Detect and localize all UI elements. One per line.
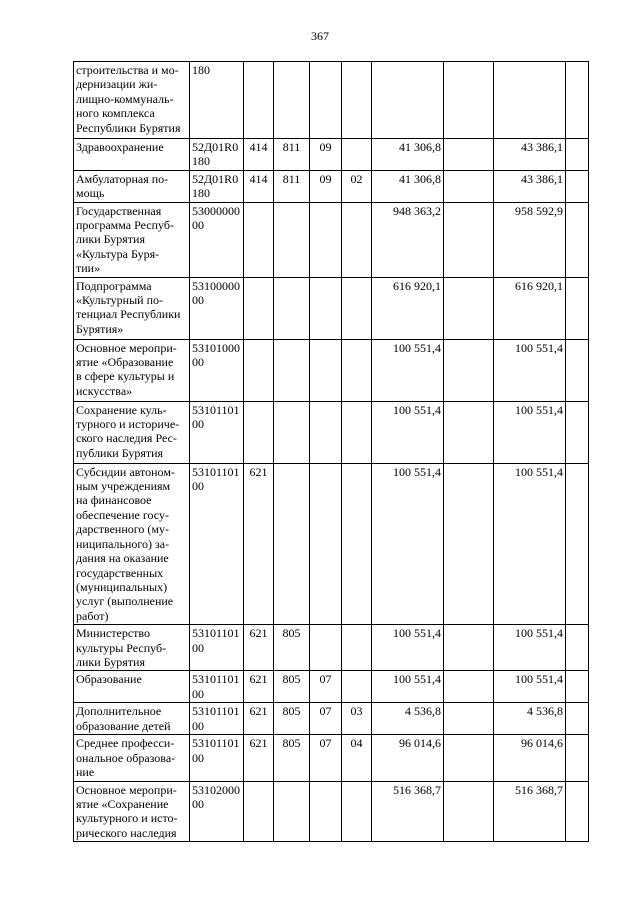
- row-code-cell: 53101101 00: [190, 703, 244, 735]
- row-code-cell: 53101101 00: [190, 463, 244, 624]
- row-code-cell: 53101101 00: [190, 735, 244, 781]
- row-vid-cell: 621: [244, 735, 274, 781]
- row-name-cell: Образование: [74, 671, 190, 703]
- row-pr-cell: [342, 202, 372, 277]
- row-pr-cell: [342, 139, 372, 171]
- row-vid-cell: 414: [244, 139, 274, 171]
- row-gr-cell: [274, 277, 310, 339]
- row-value-1-cell: 100 551,4: [372, 339, 444, 401]
- row-vid-cell: [244, 401, 274, 463]
- row-vid-cell: [244, 277, 274, 339]
- row-value-2-cell: 100 551,4: [494, 401, 566, 463]
- table-row: [74, 703, 589, 735]
- row-vid-cell: [244, 781, 274, 842]
- row-value-2-cell: [494, 62, 566, 139]
- row-rz-cell: [310, 339, 342, 401]
- row-rz-cell: 07: [310, 735, 342, 781]
- row-name-cell: Среднее професси- ональное образова- ние: [74, 735, 190, 781]
- row-value-2-cell: 100 551,4: [494, 625, 566, 671]
- row-pr-cell: 03: [342, 703, 372, 735]
- row-rz-cell: 07: [310, 671, 342, 703]
- table-row: [74, 339, 589, 401]
- row-code-cell: 52Д01R0 180: [190, 170, 244, 202]
- row-name-cell: Основное меропри- ятие «Образование в сфере культуры и искусства»: [74, 339, 190, 401]
- row-empty-cell: [566, 62, 589, 139]
- row-value-2-cell: 516 368,7: [494, 781, 566, 842]
- row-empty-cell: [444, 170, 494, 202]
- row-rz-cell: 09: [310, 170, 342, 202]
- row-empty-cell: [444, 671, 494, 703]
- row-vid-cell: 621: [244, 463, 274, 624]
- table-row: [74, 277, 589, 339]
- row-empty-cell: [444, 62, 494, 139]
- row-rz-cell: [310, 625, 342, 671]
- row-name-cell: строительства и мо- дернизации жи- лищно-коммуналь- ного комплекса Республики Бурятия: [74, 62, 190, 139]
- row-value-1-cell: 100 551,4: [372, 625, 444, 671]
- row-rz-cell: [310, 401, 342, 463]
- row-empty-cell: [444, 703, 494, 735]
- row-empty-cell: [566, 170, 589, 202]
- row-gr-cell: [274, 401, 310, 463]
- row-vid-cell: 621: [244, 671, 274, 703]
- row-gr-cell: [274, 202, 310, 277]
- row-rz-cell: [310, 277, 342, 339]
- budget-table: [73, 61, 589, 842]
- page-number: 367: [311, 29, 329, 43]
- row-value-1-cell: 4 536,8: [372, 703, 444, 735]
- row-empty-cell: [566, 703, 589, 735]
- row-empty-cell: [444, 401, 494, 463]
- row-code-cell: 53101101 00: [190, 671, 244, 703]
- row-gr-cell: [274, 62, 310, 139]
- row-empty-cell: [566, 671, 589, 703]
- row-empty-cell: [444, 735, 494, 781]
- row-value-1-cell: 948 363,2: [372, 202, 444, 277]
- row-code-cell: 53100000 00: [190, 277, 244, 339]
- row-value-2-cell: 616 920,1: [494, 277, 566, 339]
- row-gr-cell: [274, 781, 310, 842]
- table-row: [74, 62, 589, 139]
- row-vid-cell: 414: [244, 170, 274, 202]
- row-value-1-cell: 41 306,8: [372, 170, 444, 202]
- row-pr-cell: [342, 671, 372, 703]
- row-vid-cell: 621: [244, 703, 274, 735]
- row-pr-cell: [342, 781, 372, 842]
- row-pr-cell: [342, 625, 372, 671]
- row-code-cell: 52Д01R0 180: [190, 139, 244, 171]
- table-row: [74, 170, 589, 202]
- row-code-cell: 53102000 00: [190, 781, 244, 842]
- row-pr-cell: [342, 401, 372, 463]
- table-body: [74, 62, 589, 842]
- table-row: [74, 401, 589, 463]
- row-gr-cell: 805: [274, 735, 310, 781]
- row-code-cell: 53101101 00: [190, 625, 244, 671]
- row-vid-cell: [244, 339, 274, 401]
- row-empty-cell: [566, 202, 589, 277]
- row-gr-cell: 805: [274, 625, 310, 671]
- row-rz-cell: [310, 463, 342, 624]
- row-value-2-cell: 4 536,8: [494, 703, 566, 735]
- row-empty-cell: [444, 781, 494, 842]
- row-value-1-cell: 516 368,7: [372, 781, 444, 842]
- row-name-cell: Дополнительное образование детей: [74, 703, 190, 735]
- row-rz-cell: [310, 62, 342, 139]
- row-gr-cell: 811: [274, 170, 310, 202]
- row-pr-cell: [342, 339, 372, 401]
- row-vid-cell: 621: [244, 625, 274, 671]
- table-row: [74, 671, 589, 703]
- table-row: [74, 625, 589, 671]
- row-value-1-cell: 100 551,4: [372, 401, 444, 463]
- row-pr-cell: [342, 62, 372, 139]
- row-empty-cell: [444, 139, 494, 171]
- row-empty-cell: [566, 339, 589, 401]
- row-name-cell: Основное меропри- ятие «Сохранение культурного и исто- рического наследия: [74, 781, 190, 842]
- row-pr-cell: [342, 463, 372, 624]
- row-name-cell: Подпрограмма «Культурный по- тенциал Республики Бурятия»: [74, 277, 190, 339]
- row-value-1-cell: [372, 62, 444, 139]
- table-row: [74, 202, 589, 277]
- table-row: [74, 781, 589, 842]
- row-gr-cell: [274, 463, 310, 624]
- row-pr-cell: 02: [342, 170, 372, 202]
- row-rz-cell: [310, 781, 342, 842]
- row-value-2-cell: 43 386,1: [494, 139, 566, 171]
- row-rz-cell: [310, 202, 342, 277]
- row-name-cell: Министерство культуры Респуб- лики Бурятия: [74, 625, 190, 671]
- row-value-2-cell: 100 551,4: [494, 671, 566, 703]
- row-empty-cell: [566, 139, 589, 171]
- row-empty-cell: [444, 339, 494, 401]
- row-value-1-cell: 96 014,6: [372, 735, 444, 781]
- row-gr-cell: 805: [274, 703, 310, 735]
- row-value-2-cell: 96 014,6: [494, 735, 566, 781]
- row-code-cell: 53101101 00: [190, 401, 244, 463]
- row-empty-cell: [566, 401, 589, 463]
- row-rz-cell: 07: [310, 703, 342, 735]
- row-pr-cell: 04: [342, 735, 372, 781]
- row-value-2-cell: 43 386,1: [494, 170, 566, 202]
- row-empty-cell: [566, 625, 589, 671]
- row-code-cell: 180: [190, 62, 244, 139]
- row-value-2-cell: 958 592,9: [494, 202, 566, 277]
- row-empty-cell: [566, 463, 589, 624]
- row-value-1-cell: 100 551,4: [372, 463, 444, 624]
- table-row: [74, 463, 589, 624]
- row-empty-cell: [444, 277, 494, 339]
- row-gr-cell: [274, 339, 310, 401]
- row-empty-cell: [566, 277, 589, 339]
- row-value-2-cell: 100 551,4: [494, 339, 566, 401]
- row-empty-cell: [566, 735, 589, 781]
- row-name-cell: Государственная программа Респуб- лики Бурятия «Культура Буря- тии»: [74, 202, 190, 277]
- row-vid-cell: [244, 62, 274, 139]
- row-gr-cell: 811: [274, 139, 310, 171]
- row-gr-cell: 805: [274, 671, 310, 703]
- table-row: [74, 139, 589, 171]
- row-value-2-cell: 100 551,4: [494, 463, 566, 624]
- row-value-1-cell: 616 920,1: [372, 277, 444, 339]
- row-name-cell: Сохранение куль- турного и историче- ского наследия Рес- публики Бурятия: [74, 401, 190, 463]
- row-empty-cell: [444, 463, 494, 624]
- row-value-1-cell: 100 551,4: [372, 671, 444, 703]
- row-code-cell: 53101000 00: [190, 339, 244, 401]
- row-empty-cell: [444, 625, 494, 671]
- row-value-1-cell: 41 306,8: [372, 139, 444, 171]
- row-vid-cell: [244, 202, 274, 277]
- row-empty-cell: [566, 781, 589, 842]
- row-rz-cell: 09: [310, 139, 342, 171]
- row-name-cell: Субсидии автоном- ным учреждениям на финансовое обеспечение госу- дарственного (му- ниципального) за- дания на оказание государственных (муниципальных) услуг (выполнение работ): [74, 463, 190, 624]
- table-row: [74, 735, 589, 781]
- row-name-cell: Здравоохранение: [74, 139, 190, 171]
- row-code-cell: 53000000 00: [190, 202, 244, 277]
- row-name-cell: Амбулаторная по- мощь: [74, 170, 190, 202]
- row-empty-cell: [444, 202, 494, 277]
- row-pr-cell: [342, 277, 372, 339]
